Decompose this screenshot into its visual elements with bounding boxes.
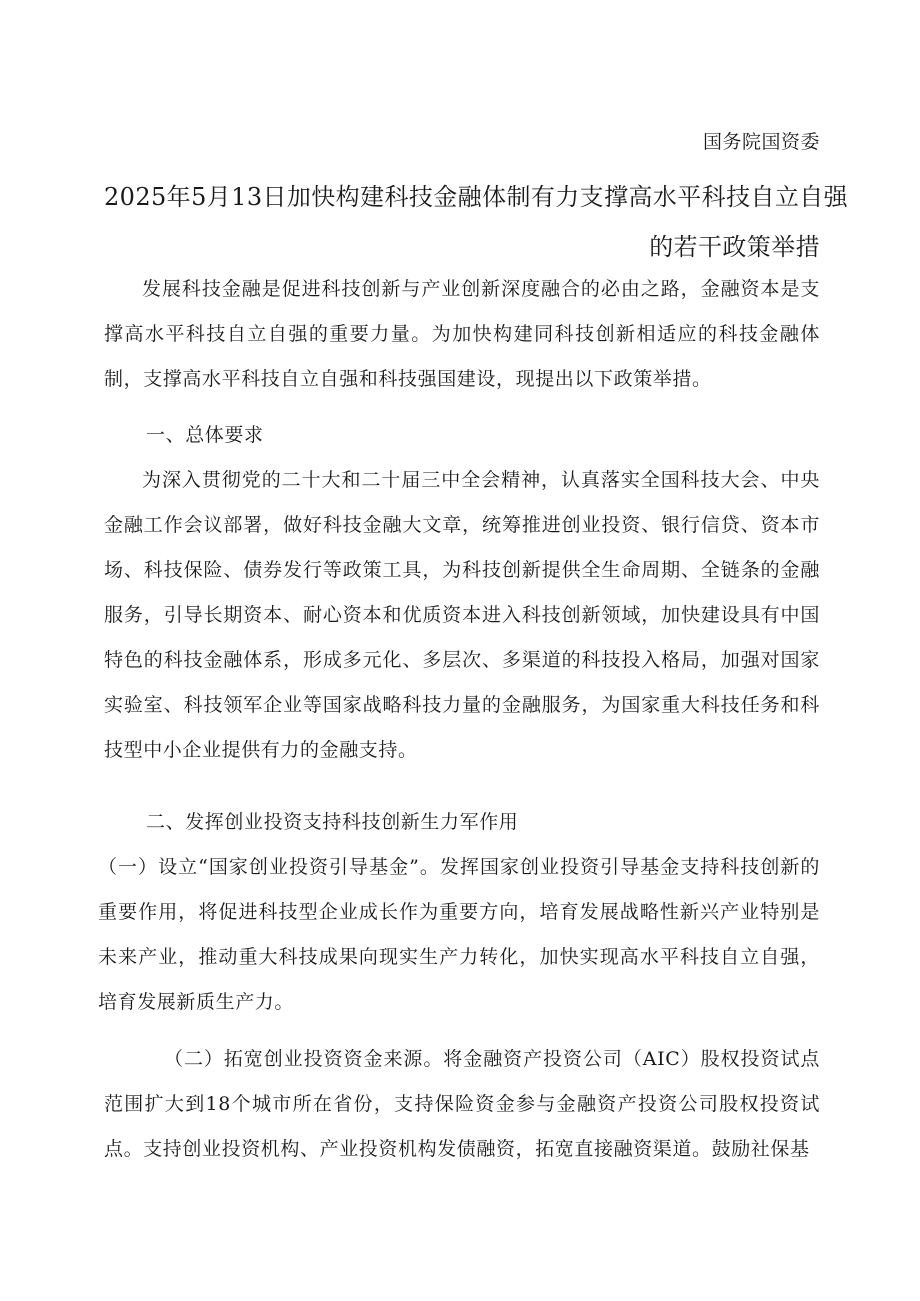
- item-1-paragraph: （一）设立“国家创业投资引导基金”。发挥国家创业投资引导基金支持科技创新的重要作用，将促进科技型企业成长作为重要方向，培育发展战略性新兴产业特别是未来产业，推动重大科技成果向现实生产力转化，加快实现高水平科技自立自强，培育发展新质生产力。: [98, 856, 820, 1013]
- document-title: [104, 172, 849, 272]
- section-1-paragraph: 为深入贯彻党的二十大和二十届三中全会精神，认真落实全国科技大会、中央金融工作会议部署，做好科技金融大文章，统筹推进创业投资、银行信贷、资本市场、科技保险、债券发行等政策工具，为科技创新提供全生命周期、全链条的金融服务，引导长期资本、耐心资本和优质资本进入科技创新领域，加快建设具有中国特色的科技金融体系，形成多元化、多层次、多渠道的科技投入格局，加强对国家实验室、科技领军企业等国家战略科技力量的金融服务，为国家重大科技任务和科技型中小企业提供有力的金融支持。: [104, 469, 820, 761]
- section-1-heading: 一、总体要求: [146, 424, 264, 446]
- intro-paragraph: 发展科技金融是促进科技创新与产业创新深度融合的必由之路，金融资本是支撑高水平科技自立自强的重要力量。为加快构建同科技创新相适应的科技金融体制，支撑高水平科技自立自强和科技强国建设，现提出以下政策举措。: [104, 278, 820, 390]
- issuer-label: 国务院国资委: [702, 131, 820, 153]
- title-line-2: 的若干政策举措: [649, 233, 820, 261]
- section-2-heading: 二、发挥创业投资支持科技创新生力军作用: [146, 811, 519, 833]
- title-line-1: 2025年5月13日加快构建科技金融体制有力支撑高水平科技自立自强: [104, 183, 849, 211]
- item-2-paragraph: （二）拓宽创业投资资金来源。将金融资产投资公司（AIC）股权投资试点范围扩大到18个城市所在省份，支持保险资金参与金融资产投资公司股权投资试点。支持创业投资机构、产业投资机构发债融资，拓宽直接融资渠道。鼓励社保基: [104, 1048, 820, 1160]
